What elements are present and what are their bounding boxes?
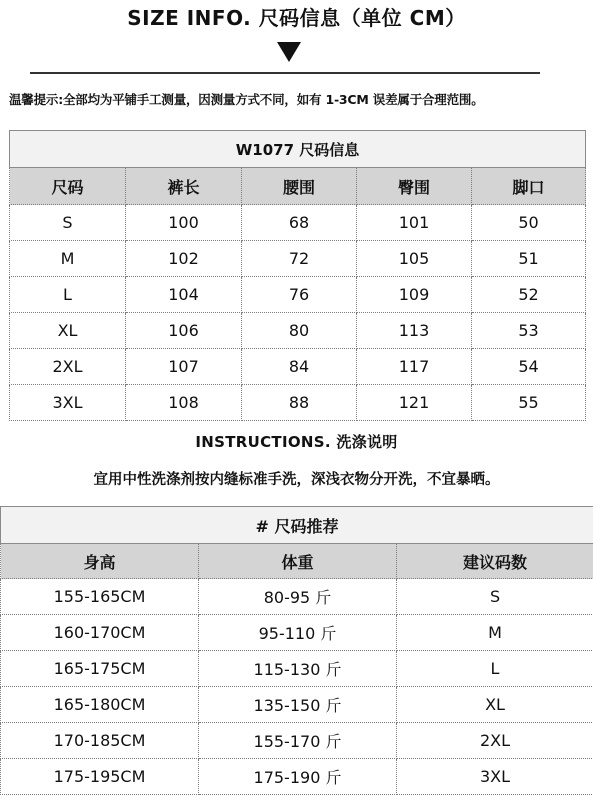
table-row xyxy=(10,385,586,421)
table-cell: 175-190 斤 xyxy=(199,759,397,795)
table-cell: 3XL xyxy=(10,385,126,421)
table-cell: 2XL xyxy=(397,723,593,759)
table-cell: L xyxy=(397,651,593,687)
table-cell: 3XL xyxy=(397,759,593,795)
table-cell: 53 xyxy=(472,313,586,349)
recommend-table-caption: # 尺码推荐 xyxy=(1,507,593,544)
table-row xyxy=(10,205,586,241)
table-cell: 165-175CM xyxy=(1,651,199,687)
column-header: 裤长 xyxy=(126,168,242,205)
size-recommendation-table xyxy=(0,506,593,795)
table-row xyxy=(10,349,586,385)
table-cell: S xyxy=(10,205,126,241)
measurement-notice: 温馨提示:全部均为平铺手工测量，因测量方式不同，如有 1-3CM 误差属于合理范围。 xyxy=(9,92,484,107)
table-row xyxy=(10,313,586,349)
table-cell: 170-185CM xyxy=(1,723,199,759)
table-cell: M xyxy=(397,615,593,651)
table-cell: 2XL xyxy=(10,349,126,385)
table-cell: S xyxy=(397,579,593,615)
table-cell: 52 xyxy=(472,277,586,313)
column-header: 建议码数 xyxy=(397,544,593,579)
table-row xyxy=(1,615,593,651)
table-cell: L xyxy=(10,277,126,313)
column-header: 尺码 xyxy=(10,168,126,205)
column-header: 体重 xyxy=(199,544,397,579)
divider xyxy=(30,72,540,74)
table-cell: 55 xyxy=(472,385,586,421)
table-cell: 84 xyxy=(242,349,357,385)
column-header: 脚口 xyxy=(472,168,586,205)
table-cell: 80-95 斤 xyxy=(199,579,397,615)
size-table-header xyxy=(10,168,586,205)
table-row xyxy=(10,277,586,313)
table-row xyxy=(1,759,593,795)
table-cell: 101 xyxy=(357,205,472,241)
table-cell: 106 xyxy=(126,313,242,349)
table-cell: 175-195CM xyxy=(1,759,199,795)
table-cell: 76 xyxy=(242,277,357,313)
instructions-title: INSTRUCTIONS. 洗涤说明 xyxy=(195,433,398,451)
table-cell: 54 xyxy=(472,349,586,385)
table-cell: 100 xyxy=(126,205,242,241)
table-cell: 121 xyxy=(357,385,472,421)
column-header: 腰围 xyxy=(242,168,357,205)
table-row xyxy=(1,651,593,687)
table-cell: 68 xyxy=(242,205,357,241)
table-cell: 72 xyxy=(242,241,357,277)
table-cell: M xyxy=(10,241,126,277)
column-header: 身高 xyxy=(1,544,199,579)
table-row xyxy=(1,579,593,615)
table-cell: 160-170CM xyxy=(1,615,199,651)
table-cell: 80 xyxy=(242,313,357,349)
washing-instructions: 宜用中性洗涤剂按内缝标准手洗，深浅衣物分开洗，不宜暴晒。 xyxy=(93,472,500,488)
size-table-caption: W1077 尺码信息 xyxy=(10,131,586,168)
column-header: 臀围 xyxy=(357,168,472,205)
table-cell: 108 xyxy=(126,385,242,421)
table-cell: XL xyxy=(397,687,593,723)
table-cell: 117 xyxy=(357,349,472,385)
table-cell: XL xyxy=(10,313,126,349)
table-cell: 115-130 斤 xyxy=(199,651,397,687)
table-cell: 95-110 斤 xyxy=(199,615,397,651)
table-cell: 51 xyxy=(472,241,586,277)
down-arrow-icon xyxy=(277,42,301,62)
table-cell: 135-150 斤 xyxy=(199,687,397,723)
table-cell: 109 xyxy=(357,277,472,313)
table-cell: 165-180CM xyxy=(1,687,199,723)
table-cell: 155-170 斤 xyxy=(199,723,397,759)
table-row xyxy=(1,687,593,723)
table-cell: 50 xyxy=(472,205,586,241)
table-cell: 155-165CM xyxy=(1,579,199,615)
page-title: SIZE INFO. 尺码信息（单位 CM） xyxy=(127,6,466,30)
table-cell: 88 xyxy=(242,385,357,421)
table-row xyxy=(1,723,593,759)
table-row xyxy=(10,241,586,277)
recommend-table-header xyxy=(1,544,593,579)
table-cell: 104 xyxy=(126,277,242,313)
table-cell: 107 xyxy=(126,349,242,385)
table-cell: 105 xyxy=(357,241,472,277)
size-info-table xyxy=(9,130,586,421)
table-cell: 102 xyxy=(126,241,242,277)
table-cell: 113 xyxy=(357,313,472,349)
